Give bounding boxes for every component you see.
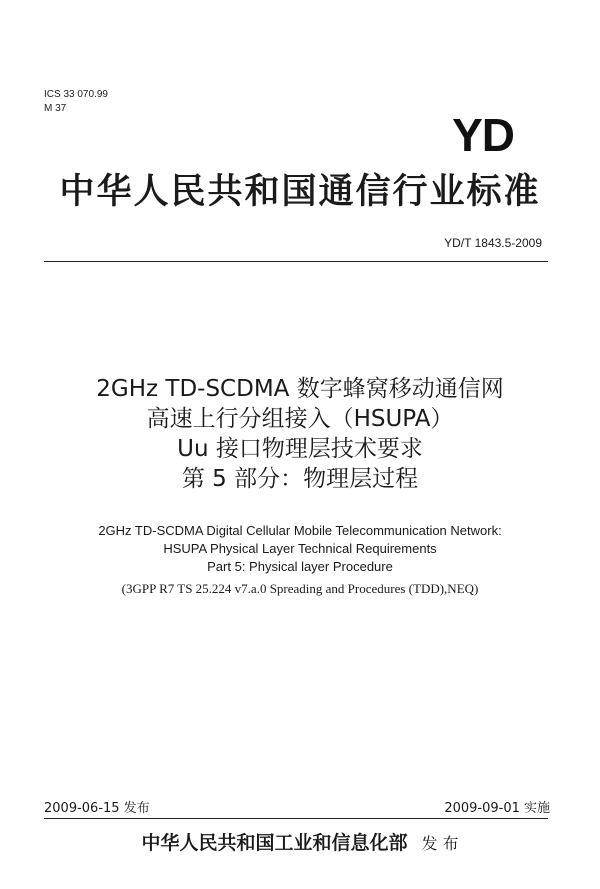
chinese-title-line: 第 5 部分：物理层过程 (181, 466, 419, 492)
chinese-title-line: 高速上行分组接入（HSUPA） (146, 406, 454, 432)
issuer-name: 中华人民共和国工业和信息化部 (141, 832, 408, 854)
yd-logo: YD (452, 109, 514, 161)
issuer (0, 828, 600, 855)
classification-codes (44, 88, 108, 116)
equivalence-note: (3GPP R7 TS 25.224 v7.a.0 Spreading and Procedures (TDD),NEQ) (121, 581, 479, 596)
english-title-line: 2GHz TD-SCDMA Digital Cellular Mobile Telecommunication Network: (98, 523, 502, 538)
standard-number: YD/T 1843.5-2009 (444, 236, 542, 250)
english-title-line: HSUPA Physical Layer Technical Requirements (163, 541, 437, 556)
publish-date: 2009-06-15 发布 (44, 801, 150, 816)
category-code: M 37 (44, 103, 67, 114)
chinese-title (0, 374, 600, 494)
footer-divider (44, 818, 548, 819)
industry-standard-title: 中华人民共和国通信行业标准 (59, 172, 541, 212)
effective-date: 2009-09-01 实施 (444, 801, 550, 816)
chinese-title-line: 2GHz TD-SCDMA 数字蜂窝移动通信网 (96, 376, 504, 402)
ics-code: ICS 33 070.99 (44, 89, 108, 100)
english-title-line: Part 5: Physical layer Procedure (207, 559, 393, 574)
chinese-title-line: Uu 接口物理层技术要求 (177, 436, 423, 462)
english-title (0, 522, 600, 576)
header-divider (44, 261, 548, 262)
issuer-verb: 发 布 (421, 834, 459, 853)
